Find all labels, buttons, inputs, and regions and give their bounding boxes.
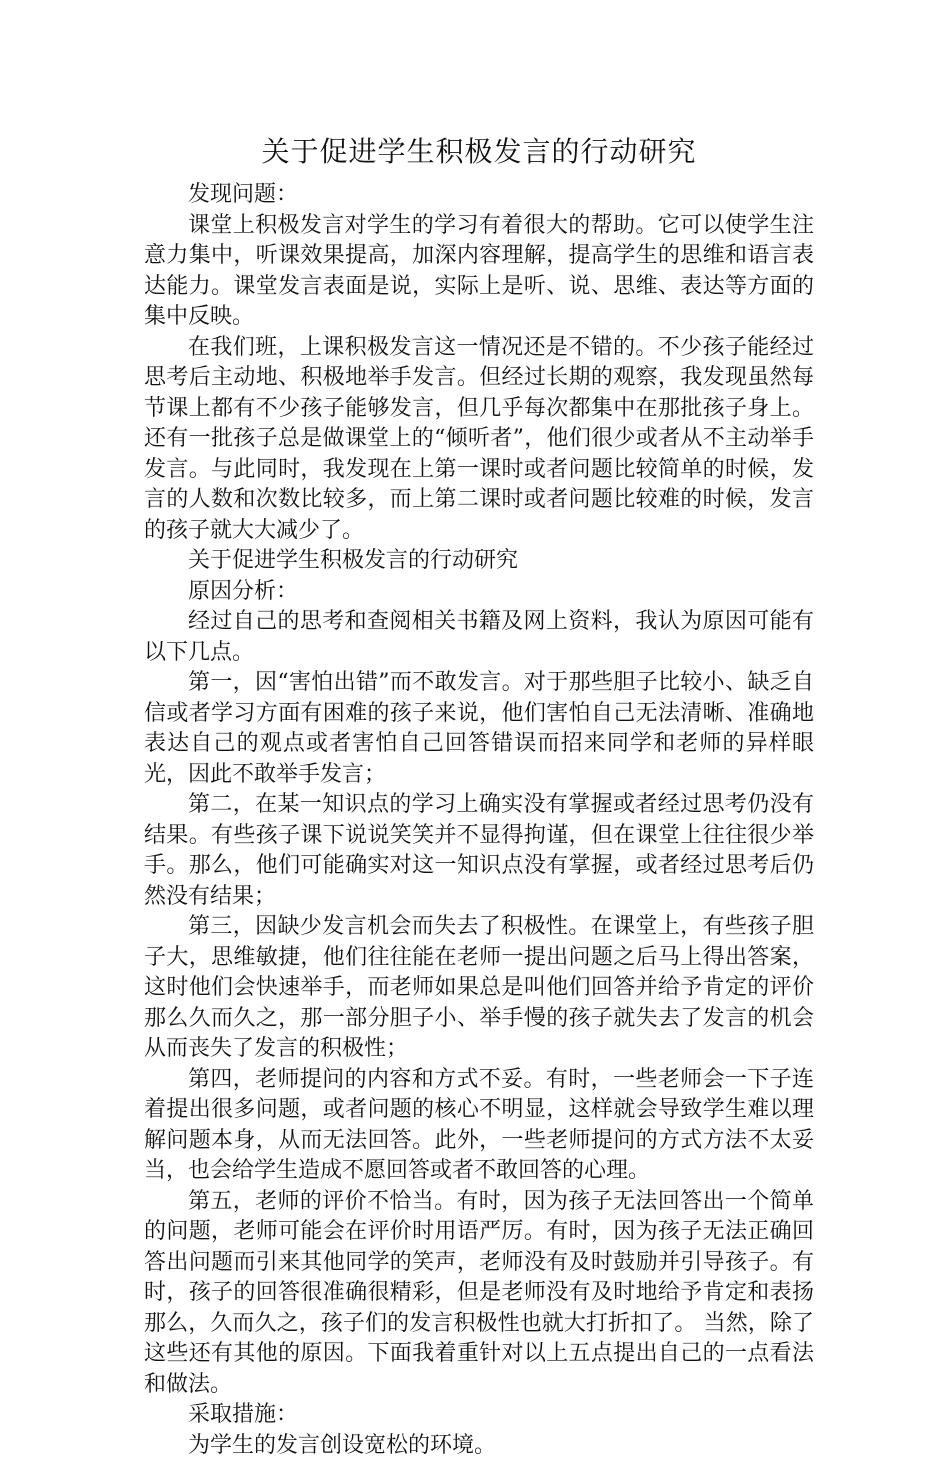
paragraph-cause-fourth: 第四，老师提问的内容和方式不妥。有时，一些老师会一下子连着提出很多问题，或者问题的核心不明显，这样就会导致学生难以理解问题本身，从而无法回答。此外，一些老师提问的方式方法不太妥当，也会给学生造成不愿回答或者不敢回答的心理。 <box>144 1065 814 1187</box>
document-body <box>144 132 814 1461</box>
paragraph-cause-intro: 经过自己的思考和查阅相关书籍及网上资料，我认为原因可能有以下几点。 <box>144 607 814 668</box>
paragraph-cause-second: 第二，在某一知识点的学习上确实没有掌握或者经过思考仍没有结果。有些孩子课下说说笑笑并不显得拘谨，但在课堂上往往很少举手。那么，他们可能确实对这一知识点没有掌握，或者经过思考后仍然没有结果； <box>144 790 814 912</box>
paragraph-class-situation: 在我们班，上课积极发言这一情况还是不错的。不少孩子能经过思考后主动地、积极地举手发言。但经过长期的观察，我发现虽然每节课上都有不少孩子能够发言，但几乎每次都集中在那批孩子身上。还有一批孩子总是做课堂上的“倾听者”，他们很少或者从不主动举手发言。与此同时，我发现在上第一课时或者问题比较简单的时候，发言的人数和次数比较多，而上第二课时或者问题比较难的时候，发言的孩子就大大减少了。 <box>144 333 814 547</box>
repeated-title-line: 关于促进学生积极发言的行动研究 <box>144 546 814 577</box>
heading-cause-analysis: 原因分析： <box>144 577 814 608</box>
paragraph-cause-fifth: 第五，老师的评价不恰当。有时，因为孩子无法回答出一个简单的问题，老师可能会在评价时用语严厉。有时，因为孩子无法正确回答出问题而引来其他同学的笑声，老师没有及时鼓励并引导孩子。有时，孩子的回答很准确很精彩，但是老师没有及时地给予肯定和表扬那么，久而久之，孩子们的发言积极性也就大打折扣了。 当然，除了这些还有其他的原因。下面我着重针对以上五点提出自己的一点看法和做法。 <box>144 1187 814 1401</box>
heading-finding-problem: 发现问题： <box>144 180 814 211</box>
document-title: 关于促进学生积极发言的行动研究 <box>144 132 814 172</box>
paragraph-cause-first: 第一，因“害怕出错”而不敢发言。对于那些胆子比较小、缺乏自信或者学习方面有困难的孩子来说，他们害怕自己无法清晰、准确地表达自己的观点或者害怕自己回答错误而招来同学和老师的异样眼光，因此不敢举手发言； <box>144 668 814 790</box>
paragraph-cause-third: 第三，因缺少发言机会而失去了积极性。在课堂上，有些孩子胆子大，思维敏捷，他们往往能在老师一提出问题之后马上得出答案，这时他们会快速举手，而老师如果总是叫他们回答并给予肯定的评价那么久而久之，那一部分胆子小、举手慢的孩子就失去了发言的机会从而丧失了发言的积极性； <box>144 912 814 1065</box>
heading-measures: 采取措施： <box>144 1400 814 1431</box>
paragraph-measure-one: 为学生的发言创设宽松的环境。 <box>144 1431 814 1461</box>
paragraph-importance: 课堂上积极发言对学生的学习有着很大的帮助。它可以使学生注意力集中，听课效果提高，加深内容理解，提高学生的思维和语言表达能力。课堂发言表面是说，实际上是听、说、思维、表达等方面的集中反映。 <box>144 211 814 333</box>
